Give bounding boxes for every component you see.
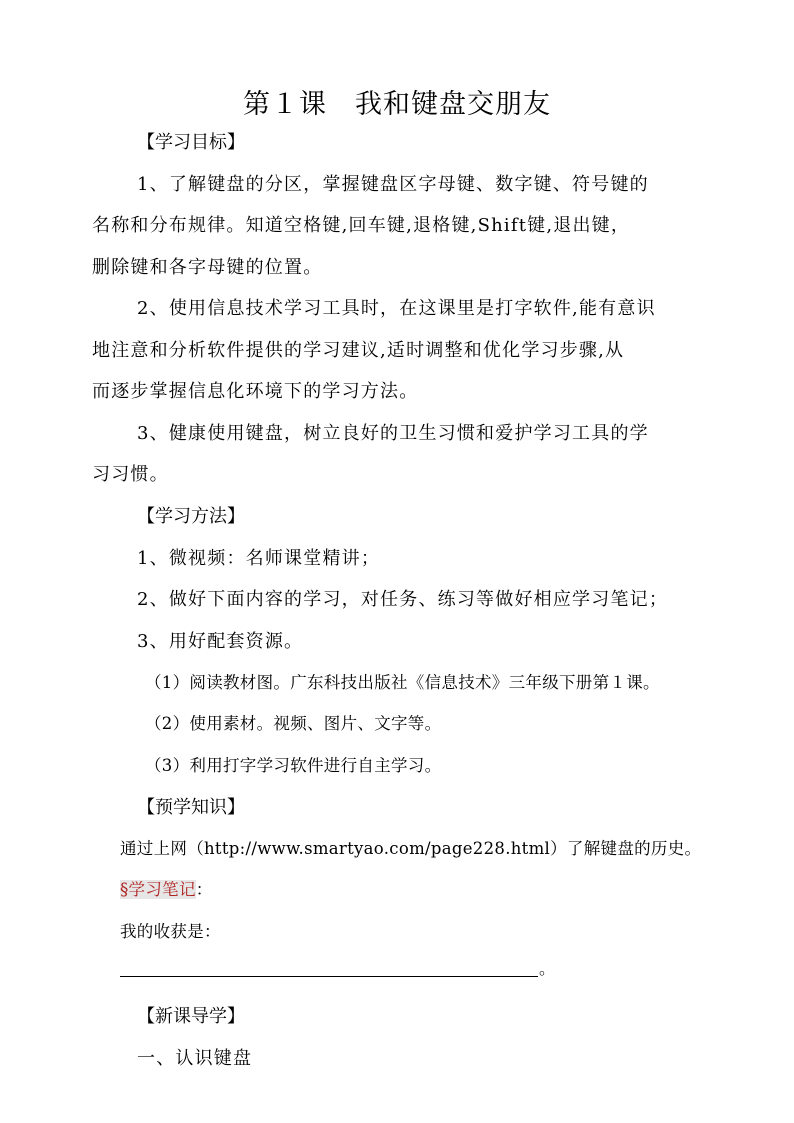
preview-text: 通过上网（http://www.smartyao.com/page228.html）了解键盘的历史。 bbox=[120, 839, 702, 858]
objective-1-line-1: 1、了解键盘的分区，掌握键盘区字母键、数字键、符号键的 bbox=[137, 174, 649, 195]
study-notes-highlight: §学习笔记 bbox=[120, 880, 196, 899]
section-heading-new-lesson: 【新课导学】 bbox=[137, 1006, 245, 1027]
objective-1-line-3: 删除键和各字母键的位置。 bbox=[92, 257, 323, 278]
section-heading-objectives: 【学习目标】 bbox=[137, 132, 245, 153]
objective-2-line-2: 地注意和分析软件提供的学习建议,适时调整和优化学习步骤,从 bbox=[92, 340, 625, 361]
method-item-3: 3、用好配套资源。 bbox=[137, 631, 304, 652]
section-heading-methods: 【学习方法】 bbox=[137, 506, 245, 527]
method-subitem-3: （3）利用打字学习软件进行自主学习。 bbox=[145, 756, 442, 775]
objective-1-line-2: 名称和分布规律。知道空格键,回车键,退格键,Shift键,退出键， bbox=[92, 215, 631, 236]
method-subitem-1: （1）阅读教材图。广东科技出版社《信息技术》三年级下册第１课。 bbox=[145, 673, 660, 692]
objective-3-line-1: 3、健康使用键盘，树立良好的卫生习惯和爱护学习工具的学 bbox=[137, 423, 649, 444]
method-item-1: 1、微视频：名师课堂精讲； bbox=[137, 548, 381, 569]
objective-2-line-1: 2、使用信息技术学习工具时，在这课里是打字软件,能有意识 bbox=[137, 298, 656, 319]
page-title: 第１课 我和键盘交朋友 bbox=[243, 89, 551, 120]
study-notes-label bbox=[120, 876, 213, 900]
study-notes-colon: ： bbox=[195, 880, 213, 899]
answer-end-mark: 。 bbox=[539, 959, 556, 978]
method-item-2: 2、做好下面内容的学习，对任务、练习等做好相应学习笔记； bbox=[137, 589, 669, 610]
method-subitem-2: （2）使用素材。视频、图片、文字等。 bbox=[145, 714, 442, 733]
objective-2-line-3: 而逐步掌握信息化环境下的学习方法。 bbox=[92, 381, 419, 402]
section-heading-preview: 【预学知识】 bbox=[137, 797, 245, 818]
objective-3-line-2: 习习惯。 bbox=[92, 464, 169, 485]
new-lesson-sub-1: 一、认识键盘 bbox=[137, 1048, 253, 1069]
answer-blank-line bbox=[120, 976, 538, 977]
gain-label: 我的收获是： bbox=[120, 922, 221, 941]
